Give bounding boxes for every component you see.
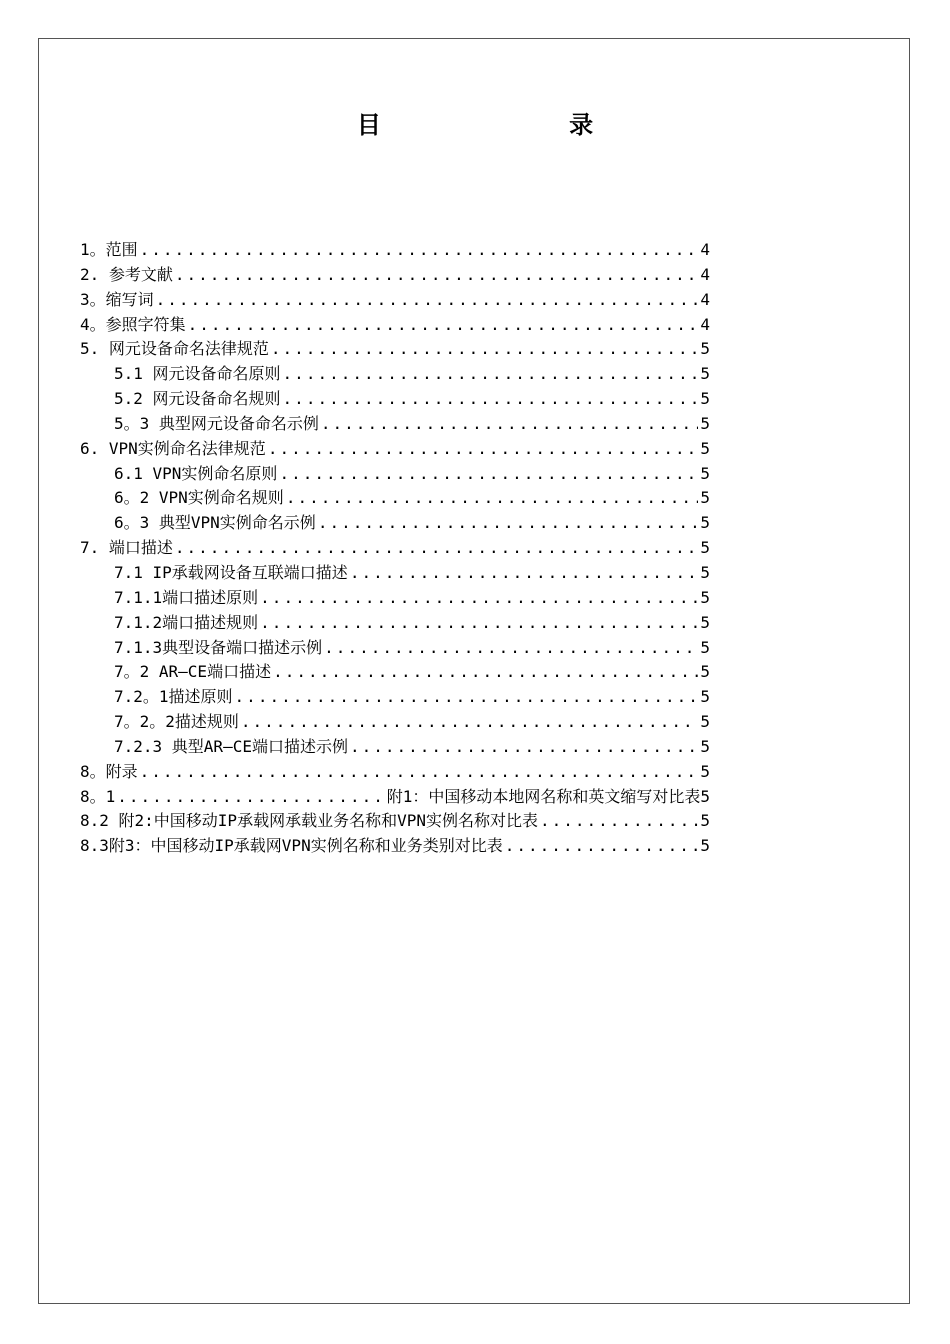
toc-entry-label: 7.1.2端口描述规则 xyxy=(114,612,259,632)
toc-entry[interactable] xyxy=(80,660,710,685)
toc-page-number: 5 xyxy=(700,513,710,533)
toc-page-number: 5 xyxy=(700,637,710,657)
toc-entry-label: 5.2 网元设备命名规则 xyxy=(114,389,281,409)
toc-entry[interactable] xyxy=(80,313,710,338)
toc-dot-leader xyxy=(324,636,698,661)
toc-entry[interactable] xyxy=(80,760,710,785)
toc-dot-leader xyxy=(188,313,699,338)
toc-page-number: 5 xyxy=(700,811,710,831)
toc-dot-leader xyxy=(283,387,699,412)
toc-title: 目 录 xyxy=(356,111,684,139)
toc-dot-leader xyxy=(505,834,699,859)
toc-entry-label: 7.1 IP承载网设备互联端口描述 xyxy=(114,562,348,582)
toc-page-number: 5 xyxy=(700,687,710,707)
toc-dot-leader xyxy=(273,660,698,685)
toc-entry-label: 8.2 附2:中国移动IP承载网承载业务名称和VPN实例名称对比表 xyxy=(80,811,538,831)
toc-entry[interactable] xyxy=(80,685,710,710)
toc-entry-label-after: 附1：中国移动本地网名称和英文缩写对比表 xyxy=(386,786,701,806)
toc-dot-leader xyxy=(175,263,698,288)
toc-entry-label: 7.1.3典型设备端口描述示例 xyxy=(114,637,323,657)
toc-entry[interactable] xyxy=(80,785,710,810)
toc-page-number: 5 xyxy=(700,662,710,682)
toc-entry[interactable] xyxy=(80,263,710,288)
toc-dot-leader xyxy=(260,611,698,636)
toc-entry[interactable] xyxy=(80,387,710,412)
toc-dot-leader xyxy=(235,685,699,710)
toc-entry-label: 7.1.1端口描述原则 xyxy=(114,587,259,607)
toc-dot-leader xyxy=(241,710,698,735)
toc-entry-label: 7. 端口描述 xyxy=(80,538,173,558)
toc-entry-label: 7.2.3 典型AR—CE端口描述示例 xyxy=(114,736,348,756)
toc-entry[interactable] xyxy=(80,834,710,859)
toc-entry-label: 3。缩写词 xyxy=(80,289,154,309)
toc-dot-leader xyxy=(140,238,699,263)
toc-entry[interactable] xyxy=(80,462,710,487)
toc-dot-leader xyxy=(260,586,698,611)
toc-entry-label: 8。附录 xyxy=(80,761,138,781)
toc-page-number: 5 xyxy=(700,339,710,359)
toc-dot-leader xyxy=(156,288,699,313)
toc-entry[interactable] xyxy=(80,735,710,760)
toc-page-number: 4 xyxy=(700,240,710,259)
toc-entry[interactable] xyxy=(80,337,710,362)
toc-entry[interactable] xyxy=(80,437,710,462)
toc-entry[interactable] xyxy=(80,636,710,661)
toc-page-number: 5 xyxy=(700,438,710,458)
toc-page-number: 4 xyxy=(700,314,710,334)
toc-entry-label: 6. VPN实例命名法律规范 xyxy=(80,438,266,458)
toc-entry-label: 5. 网元设备命名法律规范 xyxy=(80,339,269,359)
toc-entry-label: 7.2。1描述原则 xyxy=(114,687,233,707)
toc-entry[interactable] xyxy=(80,809,710,834)
toc-entry-label: 5。3 典型网元设备命名示例 xyxy=(114,413,319,433)
toc-entry-label: 6.1 VPN实例命名原则 xyxy=(114,463,278,483)
toc-dot-leader xyxy=(283,362,699,387)
toc-page-number: 5 xyxy=(700,612,710,632)
toc-dot-leader xyxy=(117,785,384,810)
toc-entry-label: 1。范围 xyxy=(80,240,138,259)
toc-dot-leader xyxy=(140,760,699,785)
toc-entry[interactable] xyxy=(80,238,710,263)
toc-entry[interactable] xyxy=(80,586,710,611)
toc-entry[interactable] xyxy=(80,288,710,313)
toc-entry-label: 4。参照字符集 xyxy=(80,314,186,334)
toc-entry[interactable] xyxy=(80,611,710,636)
toc-entry-label: 6。3 典型VPN实例命名示例 xyxy=(114,513,316,533)
toc-page-number: 5 xyxy=(700,786,710,806)
toc-entry-label: 6。2 VPN实例命名规则 xyxy=(114,488,284,508)
toc-page-number: 5 xyxy=(700,488,710,508)
toc-page-number: 5 xyxy=(700,562,710,582)
toc-dot-leader xyxy=(286,486,699,511)
toc-dot-leader xyxy=(268,437,699,462)
toc-dot-leader xyxy=(175,536,698,561)
toc-dot-leader xyxy=(318,511,699,536)
toc-page-number: 5 xyxy=(700,413,710,433)
toc-dot-leader xyxy=(271,337,698,362)
toc-entry-label: 2. 参考文献 xyxy=(80,264,173,284)
toc-entry[interactable] xyxy=(80,561,710,586)
toc-page-number: 5 xyxy=(700,364,710,384)
toc-dot-leader xyxy=(350,561,699,586)
toc-entry[interactable] xyxy=(80,536,710,561)
toc-entry-label: 8.3附3：中国移动IP承载网VPN实例名称和业务类别对比表 xyxy=(80,836,503,856)
toc-entry-label: 7。2。2描述规则 xyxy=(114,712,239,732)
toc-dot-leader xyxy=(321,412,698,437)
toc-entry[interactable] xyxy=(80,511,710,536)
table-of-contents xyxy=(80,238,710,859)
toc-page-number: 5 xyxy=(700,538,710,558)
toc-dot-leader xyxy=(350,735,698,760)
toc-page-number: 4 xyxy=(700,264,710,284)
toc-page-number: 5 xyxy=(700,463,710,483)
toc-entry-label: 7。2 AR—CE端口描述 xyxy=(114,662,272,682)
toc-dot-leader xyxy=(540,809,698,834)
toc-entry[interactable] xyxy=(80,362,710,387)
toc-entry-label: 5.1 网元设备命名原则 xyxy=(114,364,281,384)
toc-entry-label: 8。1 xyxy=(80,786,116,806)
toc-entry[interactable] xyxy=(80,412,710,437)
toc-page-number: 5 xyxy=(700,712,710,732)
toc-entry[interactable] xyxy=(80,486,710,511)
toc-page-number: 4 xyxy=(700,289,710,309)
toc-page-number: 5 xyxy=(700,389,710,409)
toc-page-number: 5 xyxy=(700,836,710,856)
toc-page-number: 5 xyxy=(700,587,710,607)
toc-page-number: 5 xyxy=(700,736,710,756)
toc-dot-leader xyxy=(279,462,698,487)
toc-entry[interactable] xyxy=(80,710,710,735)
toc-page-number: 5 xyxy=(700,761,710,781)
